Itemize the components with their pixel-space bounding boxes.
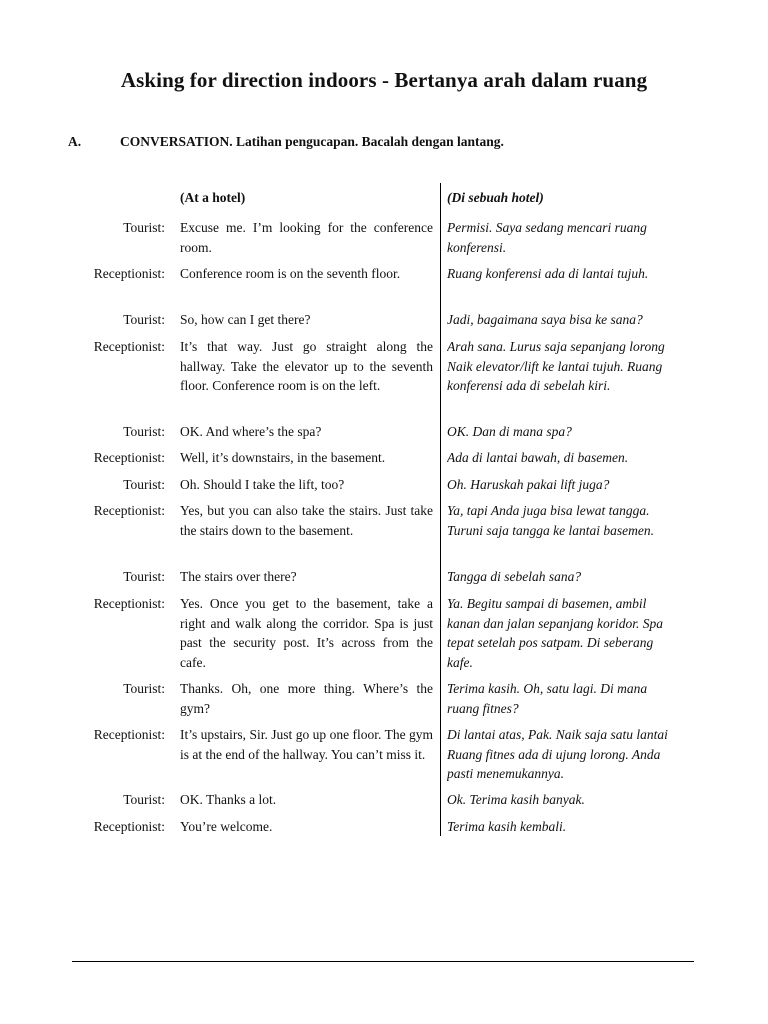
- speaker-label: Tourist:: [123, 681, 165, 696]
- section-title: CONVERSATION. Latihan pengucapan. Bacalah dengan lantang.: [120, 134, 504, 149]
- english-line: OK. And where’s the spa?: [180, 424, 322, 439]
- indonesian-line: Ya. Begitu sampai di basemen, ambil: [447, 596, 647, 611]
- indonesian-line: Jadi, bagaimana saya bisa ke sana?: [447, 312, 643, 327]
- indonesian-line: Permisi. Saya sedang mencari ruang: [447, 220, 647, 235]
- english-line: It’s upstairs, Sir. Just go up one floor. The gym is at the end of the hallway. You can’t miss it.: [180, 727, 433, 762]
- english-line: Yes. Once you get to the basement, take a right and walk along the corridor. Spa is just past the security post. It’s across from the cafe.: [180, 596, 433, 670]
- indonesian-line: Oh. Haruskah pakai lift juga?: [447, 477, 610, 492]
- indonesian-line: pasti menemukannya.: [447, 766, 564, 782]
- english-line: You’re welcome.: [180, 819, 273, 834]
- english-column-heading: (At a hotel): [180, 190, 246, 205]
- indonesian-translation: [447, 310, 702, 330]
- indonesian-line: Ada di lantai bawah, di basemen.: [447, 450, 629, 465]
- indonesian-line: Di lantai atas, Pak. Naik saja satu lantai: [447, 727, 668, 742]
- indonesian-line: tepat setelah pos satpam. Di seberang: [447, 635, 654, 651]
- indonesian-line: Ruang konferensi ada di lantai tujuh.: [447, 266, 649, 281]
- indonesian-translation: [447, 817, 702, 837]
- indonesian-line: Ok. Terima kasih banyak.: [447, 792, 585, 807]
- speaker-label: Receptionist:: [93, 450, 165, 465]
- indonesian-translation: [447, 594, 702, 672]
- speaker-label: Tourist:: [123, 569, 165, 584]
- indonesian-line: Arah sana. Lurus saja sepanjang lorong: [447, 339, 665, 354]
- speaker-label: Tourist:: [123, 312, 165, 327]
- indonesian-line: Naik elevator/lift ke lantai tujuh. Ruang: [447, 358, 663, 374]
- indonesian-line: Tangga di sebelah sana?: [447, 569, 582, 584]
- indonesian-translation: [447, 475, 702, 495]
- indonesian-line: Turuni saja tangga ke lantai basemen.: [447, 522, 654, 538]
- english-line: Excuse me. I’m looking for the conference room.: [180, 220, 433, 255]
- section-label: A.: [68, 134, 82, 149]
- speaker-label: Tourist:: [123, 477, 165, 492]
- indonesian-line: OK. Dan di mana spa?: [447, 424, 572, 439]
- column-divider: [440, 183, 441, 836]
- page-title: Asking for direction indoors - Bertanya arah dalam ruang: [120, 68, 648, 92]
- indonesian-line: ruang fitnes?: [447, 700, 519, 716]
- speaker-label: Receptionist:: [93, 339, 165, 354]
- speaker-label: Tourist:: [123, 424, 165, 439]
- indonesian-line: konferensi.: [447, 239, 507, 255]
- indonesian-translation: [447, 725, 702, 784]
- indonesian-line: Ya, tapi Anda juga bisa lewat tangga.: [447, 503, 650, 518]
- english-line: Conference room is on the seventh floor.: [180, 266, 401, 281]
- indonesian-column-heading: (Di sebuah hotel): [447, 190, 544, 205]
- speaker-label: Receptionist:: [93, 266, 165, 281]
- footer-rule: [72, 961, 694, 962]
- indonesian-translation: [447, 501, 702, 540]
- speaker-label: Receptionist:: [93, 503, 165, 518]
- english-line: Thanks. Oh, one more thing. Where’s the gym?: [180, 681, 433, 716]
- speaker-label: Receptionist:: [93, 819, 165, 834]
- indonesian-translation: [447, 218, 702, 257]
- english-line: Well, it’s downstairs, in the basement.: [180, 450, 386, 465]
- indonesian-line: Terima kasih kembali.: [447, 819, 567, 834]
- english-line: OK. Thanks a lot.: [180, 792, 277, 807]
- indonesian-translation: [447, 448, 702, 468]
- indonesian-line: Ruang fitnes ada di ujung lorong. Anda: [447, 746, 661, 762]
- indonesian-translation: [447, 790, 702, 810]
- speaker-label: Receptionist:: [93, 596, 165, 611]
- indonesian-translation: [447, 422, 702, 442]
- indonesian-line: kafe.: [447, 654, 473, 670]
- english-line: So, how can I get there?: [180, 312, 311, 327]
- indonesian-translation: [447, 337, 702, 396]
- indonesian-line: Terima kasih. Oh, satu lagi. Di mana: [447, 681, 648, 696]
- indonesian-translation: [447, 567, 702, 587]
- english-line: Oh. Should I take the lift, too?: [180, 477, 345, 492]
- speaker-label: Tourist:: [123, 792, 165, 807]
- english-line: The stairs over there?: [180, 569, 297, 584]
- speaker-label: Tourist:: [123, 220, 165, 235]
- indonesian-translation: [447, 264, 702, 284]
- indonesian-line: konferensi ada di sebelah kiri.: [447, 378, 611, 394]
- indonesian-translation: [447, 679, 702, 718]
- speaker-label: Receptionist:: [93, 727, 165, 742]
- indonesian-line: kanan dan jalan sepanjang koridor. Spa: [447, 615, 663, 631]
- english-line: It’s that way. Just go straight along the hallway. Take the elevator up to the seventh floor. Conference room is on the left.: [180, 339, 433, 394]
- english-line: Yes, but you can also take the stairs. Just take the stairs down to the basement.: [180, 503, 433, 538]
